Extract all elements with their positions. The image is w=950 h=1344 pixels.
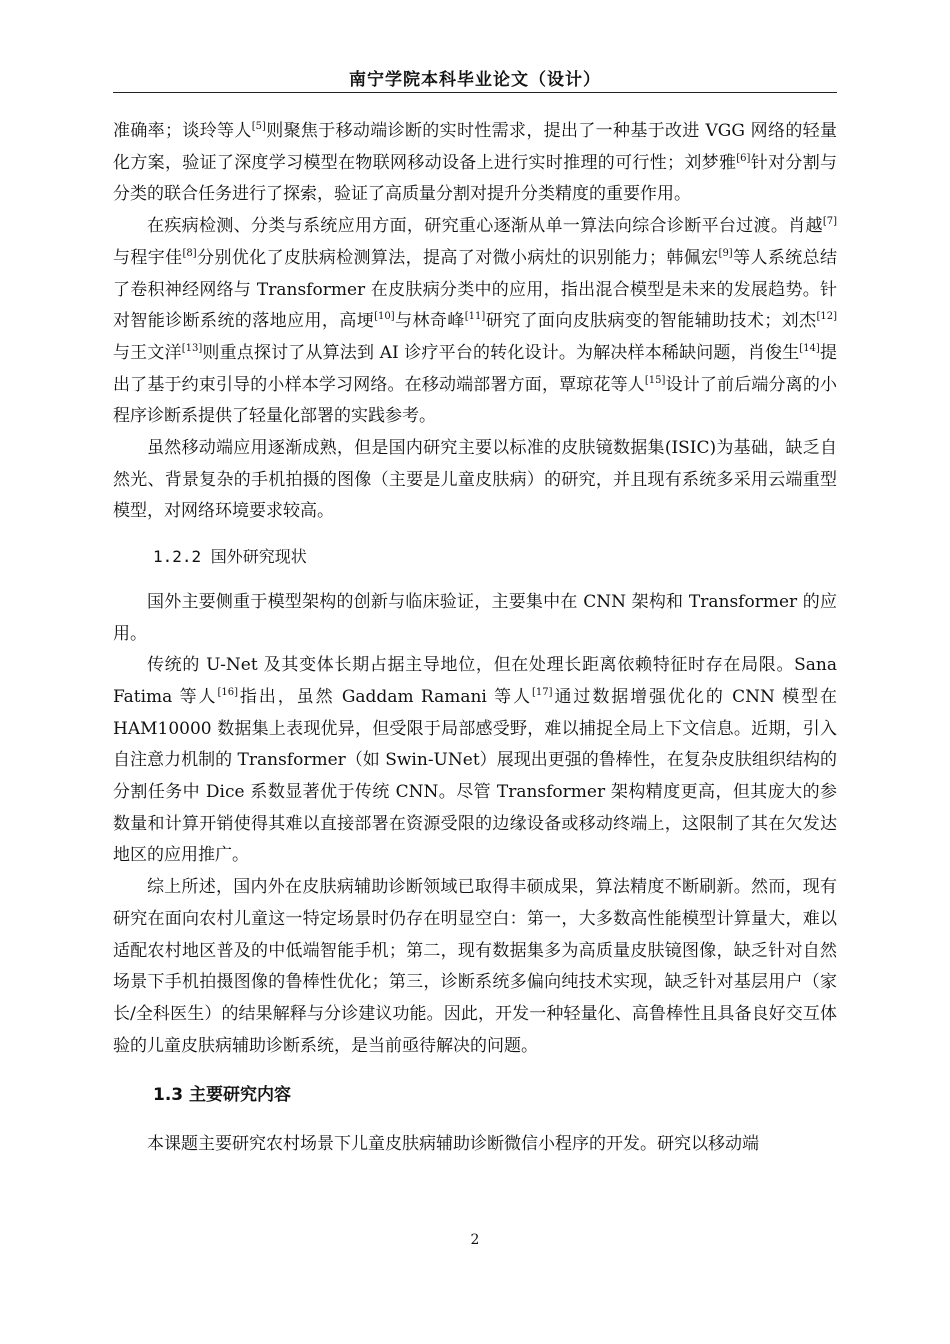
citation-15: [15] bbox=[644, 374, 666, 386]
citation-17: [17] bbox=[532, 686, 553, 698]
paragraph-research-content: 本课题主要研究农村场景下儿童皮肤病辅助诊断微信小程序的开发。研究以移动端 bbox=[147, 1134, 759, 1155]
citation-12: [12] bbox=[816, 311, 838, 323]
text-segment: 提出了基于约束引导的小样本学习网络。在移动端部署方面，覃琼花等人 bbox=[113, 342, 838, 395]
paragraph-foreign-overview: 国外主要侧重于模型架构的创新与临床验证，主要集中在 CNN 架构和 Transformer 的应用。 bbox=[113, 591, 837, 644]
citation-5: [5] bbox=[251, 121, 266, 132]
text-segment: 指出，虽然 Gaddam Ramani 等人 bbox=[238, 686, 533, 707]
subsection-title-foreign-research: 1.2.2 国外研究现状 bbox=[153, 547, 307, 567]
text-segment: 等人系统总结了卷积神经网络与 Transformer 在皮肤病分类中的应用，指出混合模型是未来的发展趋势。针对智能诊断系统的落地应用，高埂 bbox=[113, 247, 838, 332]
citation-9: [9] bbox=[718, 247, 733, 259]
text-segment: 通过数据增强优化的 CNN 模型在 HAM10000 数据集上表现优异，但受限于局部感受野，难以捕捉全局上下文信息。近期，引入自注意力机制的 Transformer（如 Swin-UNet）展现出更强的鲁棒性，在复杂皮肤组织结构的分割任务中 Dice 系数显著优于传统 CNN。尽管 Transformer 架构精度更高，但其庞大的参数量和计算开销使得其难以直接部署在资源受限的边缘设备或移动终端上，这限制了其在欠发达地区的应用推广。 bbox=[113, 686, 837, 866]
text-segment: 针对分割与分类的联合任务进行了探索，验证了高质量分割对提升分类精度的重要作用。 bbox=[113, 152, 838, 205]
citation-13: [13] bbox=[181, 342, 203, 354]
text-segment: 与林奇峰 bbox=[394, 311, 465, 332]
citation-11: [11] bbox=[464, 311, 486, 323]
text-segment: 在疾病检测、分类与系统应用方面，研究重心逐渐从单一算法向综合诊断平台过渡。肖越 bbox=[147, 216, 823, 237]
thesis-header-title: 南宁学院本科毕业论文（设计） bbox=[349, 70, 601, 90]
text-segment: 则重点探讨了从算法到 AI 诊疗平台的转化设计。为解决样本稀缺问题，肖俊生 bbox=[202, 342, 800, 363]
paragraph-domestic-gap: 虽然移动端应用逐渐成熟，但是国内研究主要以标准的皮肤镜数据集(ISIC)为基础，缺乏自然光、背景复杂的手机拍摄的图像（主要是儿童皮肤病）的研究，并且现有系统多采用云端重型模型，对网络环境要求较高。 bbox=[113, 438, 837, 522]
paragraph-summary: 综上所述，国内外在皮肤病辅助诊断领域已取得丰硕成果，算法精度不断刷新。然而，现有研究在面向农村儿童这一特定场景时仍存在明显空白：第一，大多数高性能模型计算量大，难以适配农村地区普及的中低端智能手机；第二，现有数据集多为高质量皮肤镜图像，缺乏针对自然场景下手机拍摄图像的鲁棒性优化；第三，诊断系统多偏向纯技术实现，缺乏针对基层用户（家长/全科医生）的结果解释与分诊建议功能。因此，开发一种轻量化、高鲁棒性且具备良好交互体验的儿童皮肤病辅助诊断系统，是当前亟待解决的问题。 bbox=[113, 877, 837, 1056]
text-segment: 则聚焦于移动端诊断的实时性需求，提出了一种基于改进 VGG 网络的轻量化方案，验证了深度学习模型在物联网移动设备上进行实时推理的可行性；刘梦雅 bbox=[113, 121, 837, 173]
text-segment: 准确率；谈玲等人 bbox=[113, 121, 252, 141]
paragraph-foreign-models bbox=[113, 650, 837, 872]
citation-10: [10] bbox=[374, 311, 395, 323]
text-segment: 分别优化了皮肤病检测算法，提高了对微小病灶的识别能力；韩佩宏 bbox=[196, 247, 719, 268]
page-header bbox=[113, 56, 837, 93]
text-segment: 与王文洋 bbox=[113, 342, 182, 363]
citation-14: [14] bbox=[799, 342, 820, 354]
page-number: 2 bbox=[470, 1232, 480, 1248]
paragraph-domestic-lightweight bbox=[113, 116, 837, 211]
citation-16: [16] bbox=[217, 686, 238, 698]
citation-7: [7] bbox=[822, 216, 837, 228]
page-body bbox=[113, 116, 837, 1161]
text-segment: 与程宇佳 bbox=[113, 247, 183, 268]
text-segment: 研究了面向皮肤病变的智能辅助技术；刘杰 bbox=[485, 311, 817, 332]
citation-6: [6] bbox=[736, 152, 751, 164]
text-segment: 传统的 U-Net 及其变体长期占据主导地位，但在处理长距离依赖特征时存在局限。Sana Fatima 等人 bbox=[113, 655, 837, 707]
citation-8: [8] bbox=[182, 247, 197, 259]
paragraph-domestic-systems bbox=[113, 211, 837, 433]
section-title-main-research: 1.3 主要研究内容 bbox=[153, 1085, 292, 1106]
text-segment: 设计了前后端分离的小程序诊断系提供了轻量化部署的实践参考。 bbox=[113, 374, 837, 427]
